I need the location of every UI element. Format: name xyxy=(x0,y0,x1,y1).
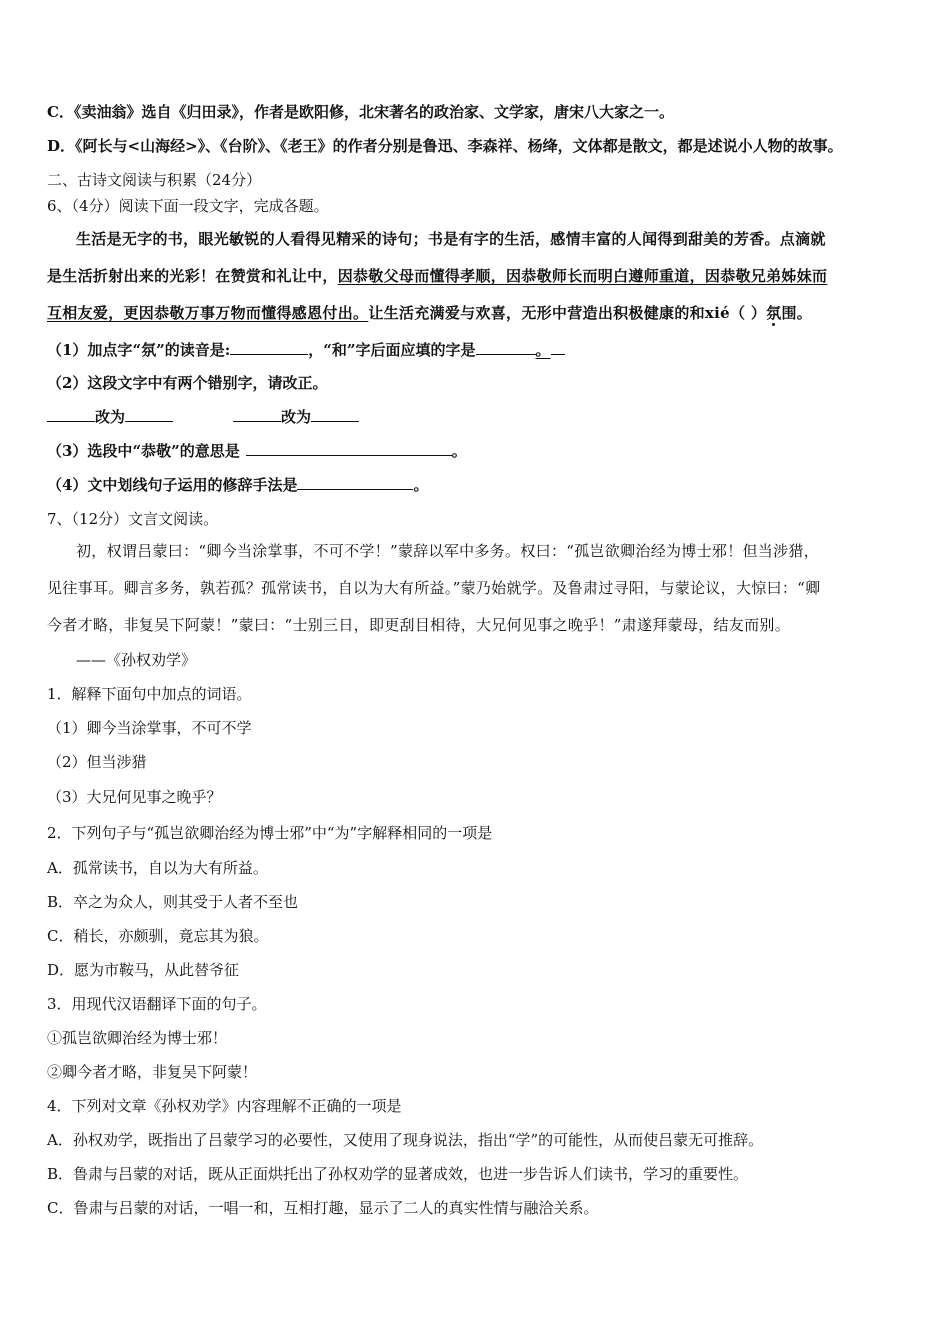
correction-label-1: 改为 xyxy=(95,408,126,426)
q6-sub-1-text-2: ，“和”字后面应填的字是 xyxy=(308,341,476,359)
q6-sub-2: （2）这段文字中有两个错别字，请改正。 xyxy=(47,374,328,392)
question-6-title: 6、（4分）阅读下面一段文字，完成各题。 xyxy=(47,197,329,215)
correction-label-2: 改为 xyxy=(281,408,312,426)
sub-question-4: 4．下列对文章《孙权劝学》内容理解不正确的一项是 xyxy=(47,1097,402,1115)
q6-sub-3-text: （3）选段中“恭敬”的意思是 xyxy=(47,442,240,460)
pinyin-blank: xié（ ） xyxy=(704,304,767,322)
sub-question-1: 1．解释下面句中加点的词语。 xyxy=(47,685,252,703)
classical-text-line-1: 初，权谓吕蒙曰：“卿今当涂掌事，不可不学！”蒙辞以军中多务。权曰：“孤岂欲卿治经为博士邪！但当涉猎， xyxy=(76,542,820,560)
answer-blank[interactable] xyxy=(125,407,173,422)
sub-question-1-2: （2）但当涉猎 xyxy=(47,753,147,771)
passage-line-3 xyxy=(47,303,812,323)
passage-line-2-text: 是生活折射出来的光彩！在赞赏和礼让中， xyxy=(47,267,338,285)
passage-line-3-text: 让生活充满爱与欢喜，无形中营造出积极健康的和 xyxy=(368,304,705,322)
option-2b: B．卒之为众人，则其受于人者不至也 xyxy=(47,893,299,911)
passage-line-1: 生活是无字的书，眼光敏锐的人看得见精采的诗句；书是有字的生活，感情丰富的人闻得到甜美的芳香。点滴就 xyxy=(76,230,826,248)
classical-text-source: ——《孙权劝学》 xyxy=(76,651,197,669)
option-4c: C．鲁肃与吕蒙的对话，一唱一和，互相打趣，显示了二人的真实性情与融洽关系。 xyxy=(47,1199,599,1217)
sub-question-1-1: （1）卿今当涂掌事，不可不学 xyxy=(47,719,252,737)
q6-sub-1 xyxy=(47,340,565,360)
question-7-title: 7、（12分）文言文阅读。 xyxy=(47,510,219,528)
q6-sub-4-end: 。 xyxy=(413,476,429,494)
q6-sub-1-text: （1）加点字“氛”的读音是: xyxy=(47,341,231,359)
passage-line-3-end: 围。 xyxy=(781,304,813,322)
classical-text-line-2: 见往事耳。卿言多务，孰若孤？孤常读书，自以为大有所益。”蒙乃始就学。及鲁肃过寻阳，与蒙论议，大惊曰：“卿 xyxy=(47,579,821,597)
passage-line-2 xyxy=(47,266,827,286)
answer-blank[interactable] xyxy=(476,340,536,355)
q6-sub-3 xyxy=(47,441,467,461)
answer-blank[interactable] xyxy=(230,340,308,355)
option-2d: D．愿为市鞍马，从此替爷征 xyxy=(47,961,240,979)
q6-sub-1-end: 。 xyxy=(535,341,551,359)
underlined-sentence-part-2: 互相友爱，更因恭敬万事万物而懂得感恩付出。 xyxy=(47,304,369,322)
q6-correction-row xyxy=(47,407,359,427)
answer-blank[interactable] xyxy=(311,407,359,422)
option-2c: C．稍长，亦颇驯，竟忘其为狼。 xyxy=(47,927,269,945)
answer-blank[interactable] xyxy=(47,407,95,422)
answer-blank[interactable] xyxy=(246,441,452,456)
sub-question-1-3: （3）大兄何见事之晚乎？ xyxy=(47,788,222,806)
q6-sub-3-end: 。 xyxy=(451,442,467,460)
dotted-char-fen: 氛 xyxy=(766,304,782,322)
option-c-line: C．《卖油翁》选自《归田录》，作者是欧阳修，北宋著名的政治家、文学家，唐宋八大家之一。 xyxy=(47,103,674,121)
answer-blank[interactable] xyxy=(233,407,281,422)
underlined-sentence-part-1: 因恭敬父母而懂得孝顺，因恭敬师长而明白遵师重道，因恭敬兄弟姊妹而 xyxy=(337,267,828,285)
sub-question-2: 2．下列句子与“孤岂欲卿治经为博士邪”中“为”字解释相同的一项是 xyxy=(47,824,493,842)
option-4a: A．孙权劝学，既指出了吕蒙学习的必要性，又使用了现身说法，指出“学”的可能性，从而使吕蒙无可推辞。 xyxy=(47,1131,764,1149)
option-2a: A．孤常读书，自以为大有所益。 xyxy=(47,859,268,877)
answer-blank[interactable] xyxy=(297,475,413,490)
q6-sub-4 xyxy=(47,475,428,495)
sub-question-3-2: ②卿今者才略，非复吴下阿蒙！ xyxy=(47,1063,258,1081)
option-d-line: D．《阿长与<山海经>》、《台阶》、《老王》的作者分别是鲁迅、李森祥、杨绛，文体都是散文，都是述说小人物的故事。 xyxy=(47,137,843,155)
sub-question-3: 3．用现代汉语翻译下面的句子。 xyxy=(47,995,267,1013)
option-4b: B．鲁肃与吕蒙的对话，既从正面烘托出了孙权劝学的显著成效，也进一步告诉人们读书，学习的重要性。 xyxy=(47,1165,749,1183)
classical-text-line-3: 今者才略，非复吴下阿蒙！”蒙曰：“士别三日，即更刮目相待，大兄何见事之晚乎！”肃遂拜蒙母，结友而别。 xyxy=(47,616,791,634)
answer-blank-tail xyxy=(551,340,565,355)
q6-sub-4-text: （4）文中划线句子运用的修辞手法是 xyxy=(47,476,298,494)
section-2-heading: 二、古诗文阅读与积累（24分） xyxy=(47,171,262,189)
sub-question-3-1: ①孤岂欲卿治经为博士邪！ xyxy=(47,1029,228,1047)
